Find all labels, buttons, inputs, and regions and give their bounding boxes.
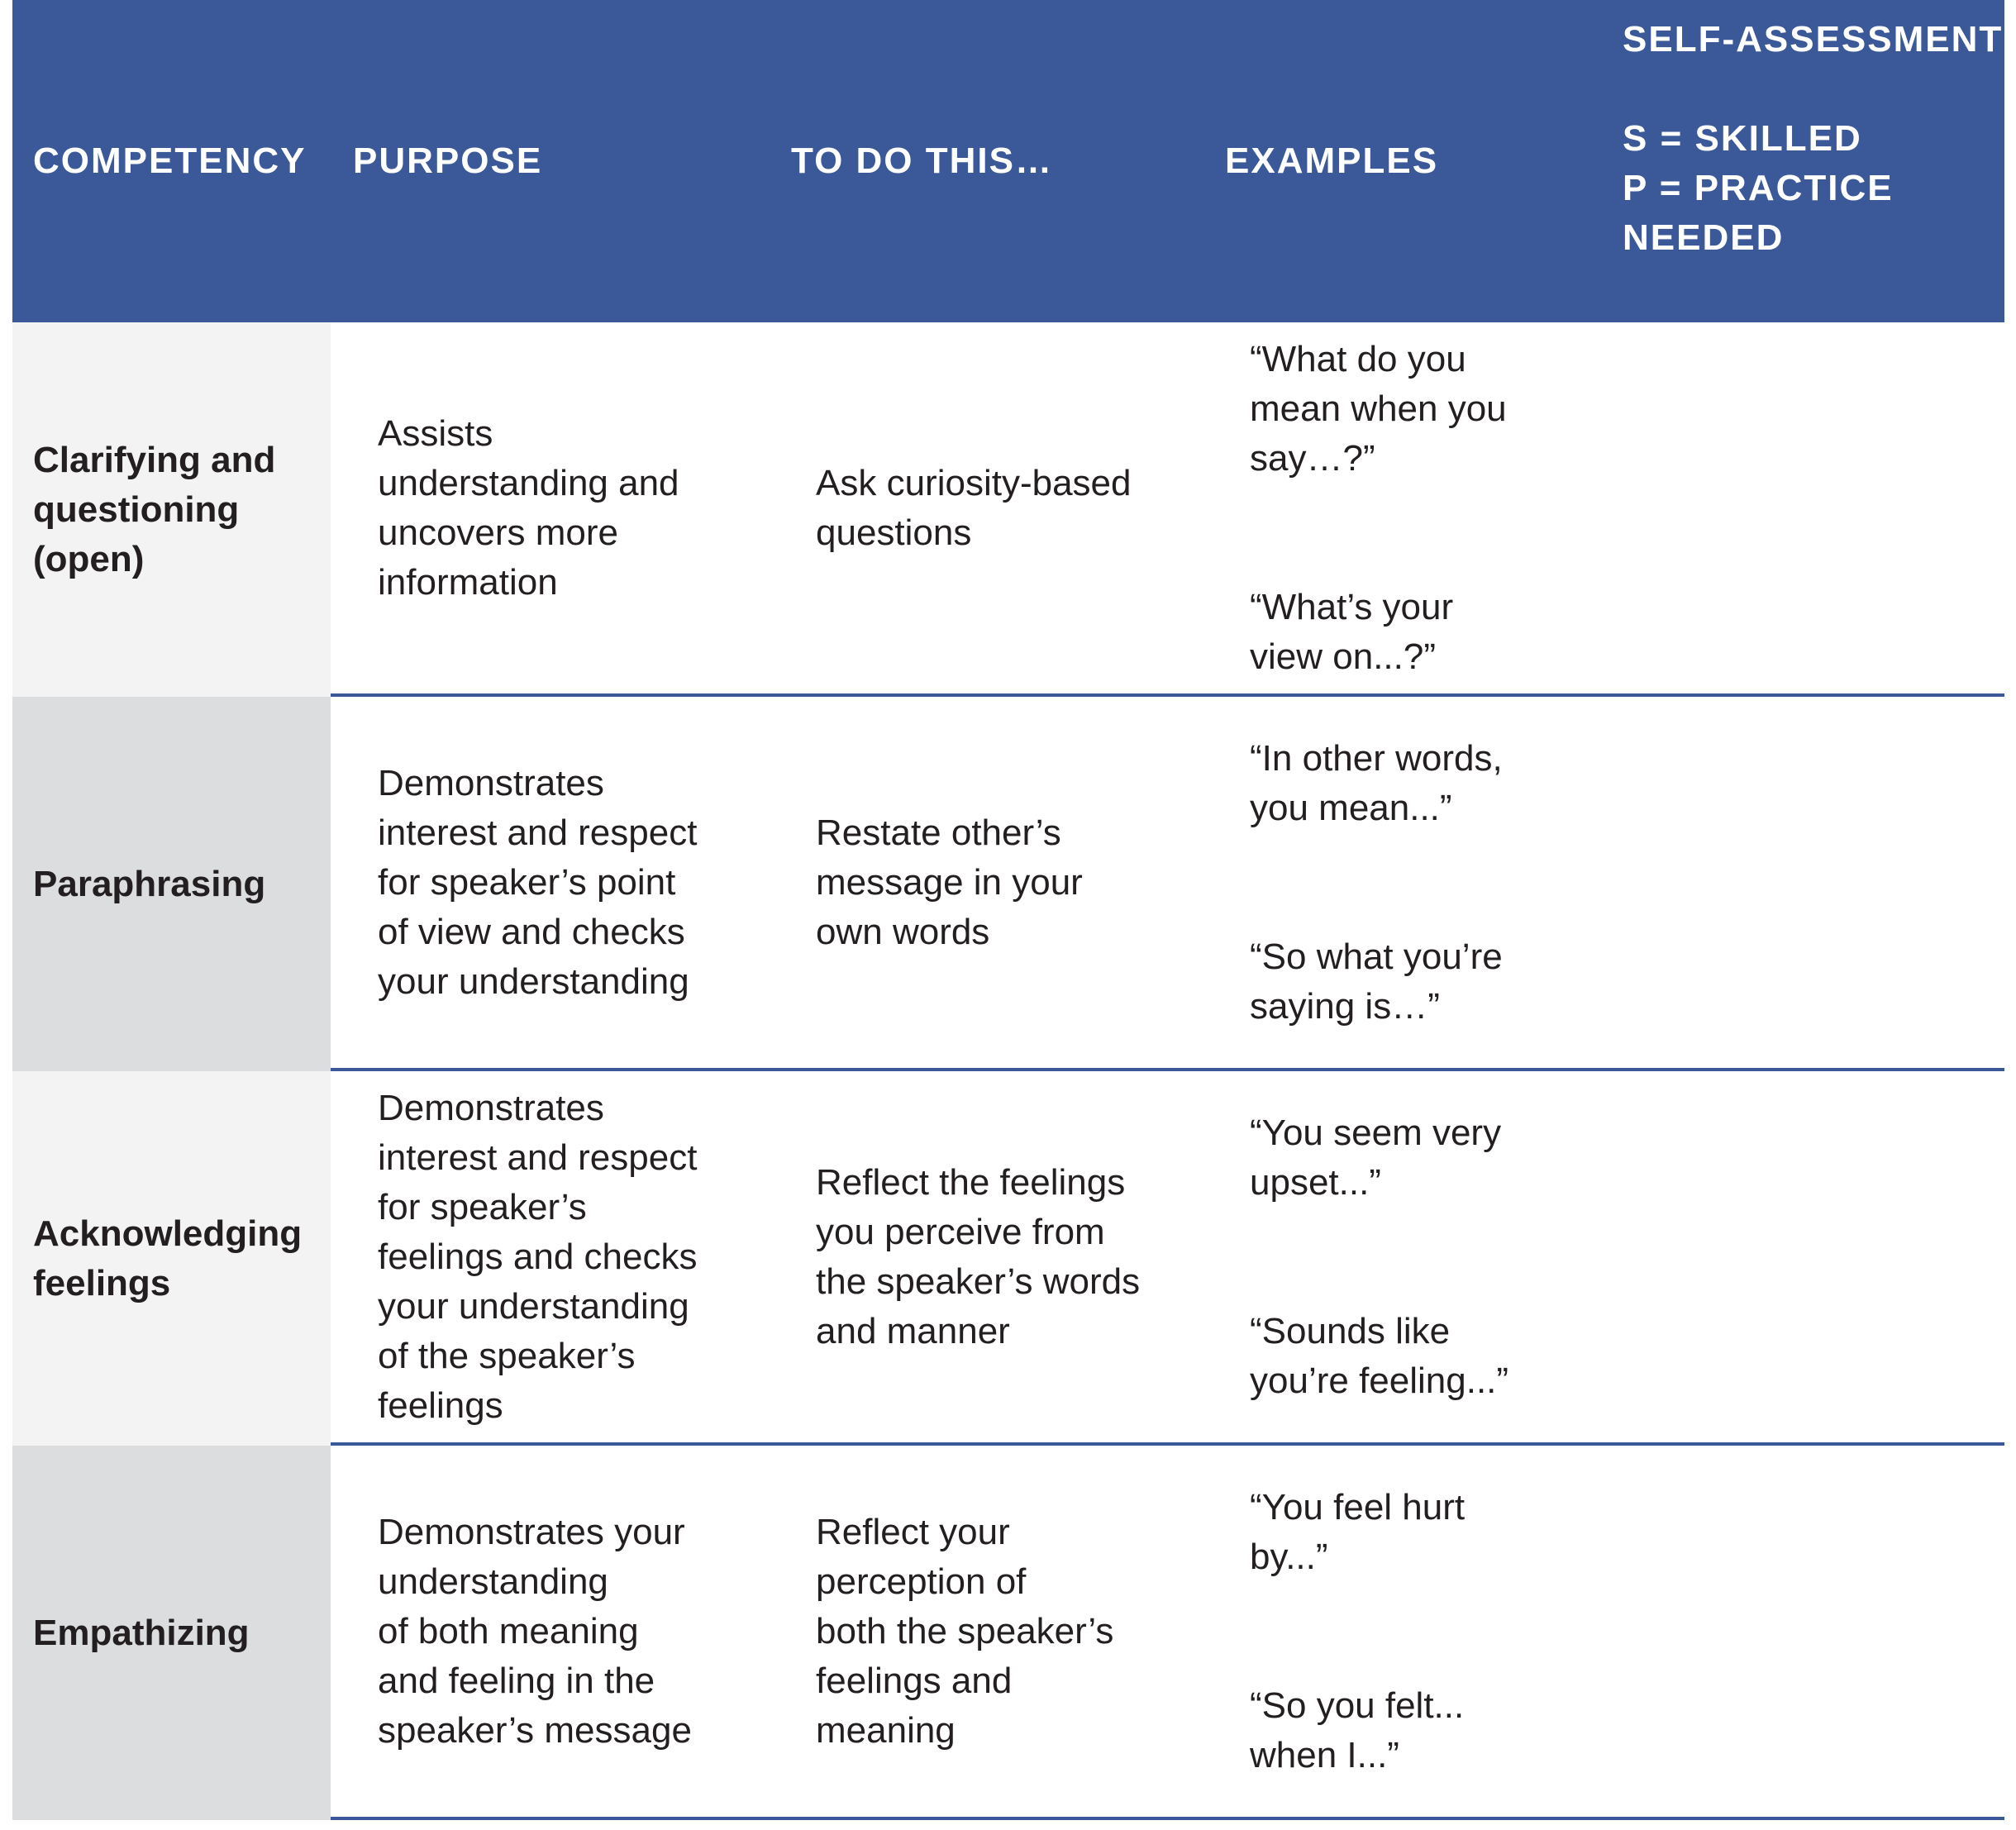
competency-cell (12, 697, 331, 1071)
examples-cell (1250, 1446, 1597, 1817)
example-quote: “So what you’re saying is…” (1250, 936, 1503, 1027)
example-quote: “What’s your view on...?” (1250, 586, 1454, 677)
competency-cell (12, 322, 331, 697)
header-competency: COMPETENCY (33, 141, 307, 181)
examples-cell (1250, 322, 1597, 693)
examples-list (1250, 1059, 1508, 1456)
header-gap (1623, 64, 2003, 114)
competency-label: Acknowledging feelings (33, 1213, 303, 1303)
header-to-do: TO DO THIS… (791, 141, 1053, 181)
to-do-cell: Ask curiosity-based questions (816, 462, 1132, 553)
self-assessment-title: SELF-ASSESSMENT (1623, 19, 2004, 60)
competency-cell (12, 1071, 331, 1446)
to-do-cell: Reflect your perception of both the speaker’s feelings and meaning (816, 1511, 1114, 1751)
competency-cell (12, 1446, 331, 1820)
examples-list (1250, 684, 1503, 1081)
table-row (12, 1446, 2004, 1817)
self-assessment-cell[interactable] (1623, 1446, 1986, 1817)
example-quote: “Sounds like you’re feeling...” (1250, 1310, 1509, 1401)
table-row (12, 1071, 2004, 1442)
table-row (12, 697, 2004, 1068)
competency-label: Clarifying and questioning (open) (33, 439, 276, 579)
header-self-assessment (1623, 15, 2003, 263)
examples-cell (1250, 1071, 1597, 1442)
self-assessment-skilled: S = SKILLED (1623, 118, 1862, 159)
self-assessment-cell[interactable] (1623, 1071, 1986, 1442)
examples-cell (1250, 697, 1597, 1068)
purpose-cell: Demonstrates interest and respect for speaker’s feelings and checks your understanding of the speaker’s feelings (378, 1087, 698, 1426)
self-assessment-cell[interactable] (1623, 322, 1986, 693)
self-assessment-cell[interactable] (1623, 697, 1986, 1068)
table-header (12, 0, 2004, 322)
to-do-cell: Restate other’s message in your own words (816, 812, 1083, 952)
example-quote: “In other words, you mean...” (1250, 737, 1503, 828)
competency-label: Empathizing (33, 1612, 250, 1653)
purpose-cell: Assists understanding and uncovers more information (378, 412, 679, 603)
table-row (12, 322, 2004, 693)
examples-list (1250, 285, 1507, 732)
header-examples: EXAMPLES (1225, 141, 1439, 181)
example-quote: “What do you mean when you say…?” (1250, 338, 1507, 479)
competency-label: Paraphrasing (33, 863, 266, 904)
example-quote: “So you felt... when I...” (1250, 1685, 1465, 1775)
purpose-cell: Demonstrates interest and respect for speaker’s point of view and checks your understanding (378, 762, 698, 1002)
to-do-cell: Reflect the feelings you perceive from the speaker’s words and manner (816, 1161, 1141, 1351)
competency-table (12, 0, 2004, 1817)
self-assessment-needed: NEEDED (1623, 217, 1785, 258)
examples-list (1250, 1433, 1465, 1830)
purpose-cell: Demonstrates your understanding of both meaning and feeling in the speaker’s message (378, 1511, 692, 1751)
header-purpose: PURPOSE (353, 141, 543, 181)
self-assessment-practice: P = PRACTICE (1623, 168, 1894, 208)
example-quote: “You seem very upset...” (1250, 1112, 1502, 1203)
example-quote: “You feel hurt by...” (1250, 1486, 1466, 1577)
row-divider (331, 1817, 2004, 1820)
